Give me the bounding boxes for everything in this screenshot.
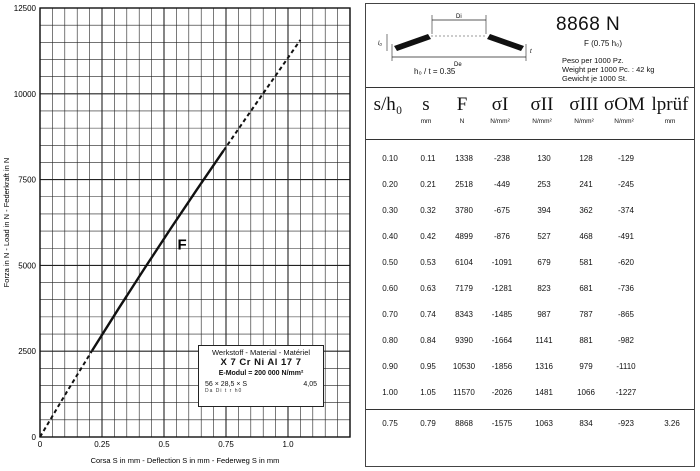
ratio-label: h₀ / t = 0.35 (414, 67, 456, 76)
table-row (366, 180, 694, 206)
table-cell: 0.11 (420, 154, 436, 163)
column-header (480, 95, 520, 125)
x-tick-label: 0.75 (218, 440, 234, 449)
table-cell: 394 (537, 206, 551, 215)
material-dims-text: 56 × 28,5 × S (205, 381, 248, 388)
t-label: t (530, 49, 532, 55)
table-cell: 581 (579, 258, 593, 267)
weight-line: Weight per 1000 Pc. : 42 kg (562, 65, 655, 74)
x-tick-label: 0.25 (94, 440, 110, 449)
table-cell: 0.95 (420, 362, 436, 371)
footer-cell: -923 (617, 419, 634, 428)
table-cell: 0.10 (382, 154, 398, 163)
table-cell: 1.05 (420, 388, 436, 397)
spec-panel (365, 3, 695, 467)
column-unit: N/mm² (532, 118, 552, 125)
x-tick-label: 0 (37, 440, 43, 449)
table-cell: -865 (617, 310, 634, 319)
weight-line: Gewicht je 1000 St. (562, 74, 628, 83)
table-cell: -374 (617, 206, 634, 215)
footer-cell: 3.26 (664, 419, 680, 428)
material-grade: X 7 Cr Ni Al 17 7 (220, 357, 302, 368)
table-row (366, 154, 694, 180)
table-cell: 987 (537, 310, 551, 319)
force-title: 8868 N (556, 14, 621, 35)
table-row (366, 232, 694, 258)
table-footer-row (366, 409, 694, 467)
table-cell: 1141 (535, 336, 553, 345)
table-cell: 0.70 (382, 310, 398, 319)
column-symbol: s/h₀ (373, 94, 403, 115)
footer-cell: 0.75 (382, 419, 398, 428)
table-cell: 881 (579, 336, 593, 345)
table-cell: -491 (617, 232, 634, 241)
table-cell: 823 (537, 284, 551, 293)
column-unit: mm (420, 118, 432, 125)
table-cell: 241 (579, 180, 593, 189)
table-cell: 527 (537, 232, 551, 241)
column-symbol: F (456, 94, 468, 115)
column-header (650, 95, 690, 125)
table-row (366, 310, 694, 336)
disc-spring-diagram (374, 8, 554, 78)
column-unit: N/mm² (490, 118, 510, 125)
series-line-dashed-start (40, 351, 92, 437)
force-subtitle: F (0.75 h₀) (584, 39, 622, 48)
column-unit: N/mm² (614, 118, 634, 125)
table-cell: 0.80 (382, 336, 398, 345)
table-cell: 0.63 (420, 284, 436, 293)
column-header (406, 95, 446, 125)
table-cell: 4899 (455, 232, 473, 241)
table-cell: -449 (493, 180, 510, 189)
y-tick-label: 0 (31, 433, 36, 442)
column-unit: mm (664, 118, 676, 125)
table-cell: 1338 (455, 154, 473, 163)
table-row (366, 258, 694, 284)
column-symbol: s (422, 94, 430, 115)
table-cell: 128 (579, 154, 593, 163)
table-cell: 10530 (452, 362, 476, 371)
table-cell: -876 (493, 232, 510, 241)
table-cell: -982 (617, 336, 634, 345)
y-tick-label: 7500 (18, 175, 36, 185)
table-cell: -1664 (491, 336, 513, 345)
table-cell: 679 (537, 258, 551, 267)
table-cell: 8343 (455, 310, 473, 319)
column-unit: N (459, 118, 465, 125)
material-dims-labels: Da Di t r h0 (205, 388, 243, 394)
table-cell: -1281 (491, 284, 513, 293)
y-tick-label: 12500 (13, 4, 36, 13)
table-cell: 1.00 (382, 388, 398, 397)
material-dims-value: 4,05 (303, 381, 317, 388)
table-header (366, 89, 694, 140)
weight-block (562, 56, 654, 83)
weight-line: Peso per 1000 Pz. (562, 56, 624, 65)
table-cell: 0.90 (382, 362, 398, 371)
table-cell: 3780 (455, 206, 473, 215)
material-box (198, 345, 324, 407)
table-cell: 0.40 (382, 232, 398, 241)
table-cell: 0.84 (420, 336, 436, 345)
table-cell: 1066 (577, 388, 595, 397)
column-header (604, 95, 644, 125)
table-cell: -2026 (491, 388, 513, 397)
table-cell: 130 (537, 154, 551, 163)
table-cell: 1481 (535, 388, 553, 397)
lo-label: l₀ (378, 41, 382, 47)
table-row (366, 336, 694, 362)
material-modulus: E-Modul = 200 000 N/mm² (218, 370, 304, 377)
table-cell: 362 (579, 206, 593, 215)
column-symbol: σI (491, 94, 509, 115)
material-title: Werkstoff - Material - Matériel (211, 348, 311, 357)
table-cell: -1856 (491, 362, 513, 371)
table-cell: 979 (579, 362, 593, 371)
column-symbol: σII (530, 94, 554, 115)
series-label: F (177, 236, 187, 254)
table-cell: 0.50 (382, 258, 398, 267)
table-cell: 253 (537, 180, 551, 189)
column-header (442, 95, 482, 125)
footer-cell: 8868 (455, 419, 473, 428)
table-cell: 468 (579, 232, 593, 241)
x-tick-label: 1.0 (282, 440, 294, 449)
table-cell: -1091 (491, 258, 513, 267)
table-cell: 7179 (455, 284, 473, 293)
table-cell: 681 (579, 284, 593, 293)
y-axis-label: Forza in N - Load in N - Federkraft in N (2, 157, 11, 288)
table-cell: 0.30 (382, 206, 398, 215)
table-cell: -675 (493, 206, 510, 215)
x-tick-label: 0.5 (158, 440, 170, 449)
footer-cell: 0.79 (420, 419, 436, 428)
table-cell: -736 (617, 284, 634, 293)
table-cell: -238 (493, 154, 510, 163)
table-cell: 0.21 (420, 180, 436, 189)
table-cell: 787 (579, 310, 593, 319)
table-cell: 9390 (455, 336, 473, 345)
table-cell: 2518 (455, 180, 473, 189)
material-dims (199, 381, 323, 388)
table-cell: 0.53 (420, 258, 436, 267)
spec-header (366, 4, 694, 88)
table-cell: 0.20 (382, 180, 398, 189)
table-cell: 6104 (455, 258, 473, 267)
column-header (522, 95, 562, 125)
table-cell: -245 (617, 180, 634, 189)
y-tick-label: 2500 (18, 347, 36, 357)
table-cell: 1316 (535, 362, 553, 371)
footer-cell: 834 (579, 419, 593, 428)
de-label: De (454, 62, 462, 68)
column-unit: N/mm² (574, 118, 594, 125)
table-cell: -1227 (615, 388, 637, 397)
column-symbol: lprüf (651, 94, 689, 115)
column-symbol: σOM (604, 94, 645, 115)
table-row (366, 206, 694, 232)
column-symbol: σIII (569, 94, 599, 115)
y-tick-label: 10000 (13, 89, 36, 99)
column-header (368, 95, 408, 118)
table-cell: -129 (617, 154, 634, 163)
table-cell: 11570 (453, 388, 475, 397)
x-axis-label: Corsa S in mm - Deflection S in mm - Federweg S in mm (90, 456, 280, 465)
table-cell: 0.32 (420, 206, 436, 215)
table-row (366, 284, 694, 310)
table-cell: 0.74 (420, 310, 436, 319)
table-cell: 0.42 (420, 232, 436, 241)
y-tick-label: 5000 (18, 261, 36, 271)
footer-cell: 1063 (535, 419, 553, 428)
table-cell: -1110 (616, 362, 636, 371)
table-row (366, 362, 694, 388)
footer-cell: -1575 (491, 419, 513, 428)
column-header (564, 95, 604, 125)
series-line-dashed-end (224, 40, 301, 151)
table-cell: -1485 (491, 310, 513, 319)
di-label: Di (456, 14, 462, 20)
series-line-solid (92, 151, 223, 351)
table-cell: 0.60 (382, 284, 398, 293)
table-cell: -620 (617, 258, 634, 267)
